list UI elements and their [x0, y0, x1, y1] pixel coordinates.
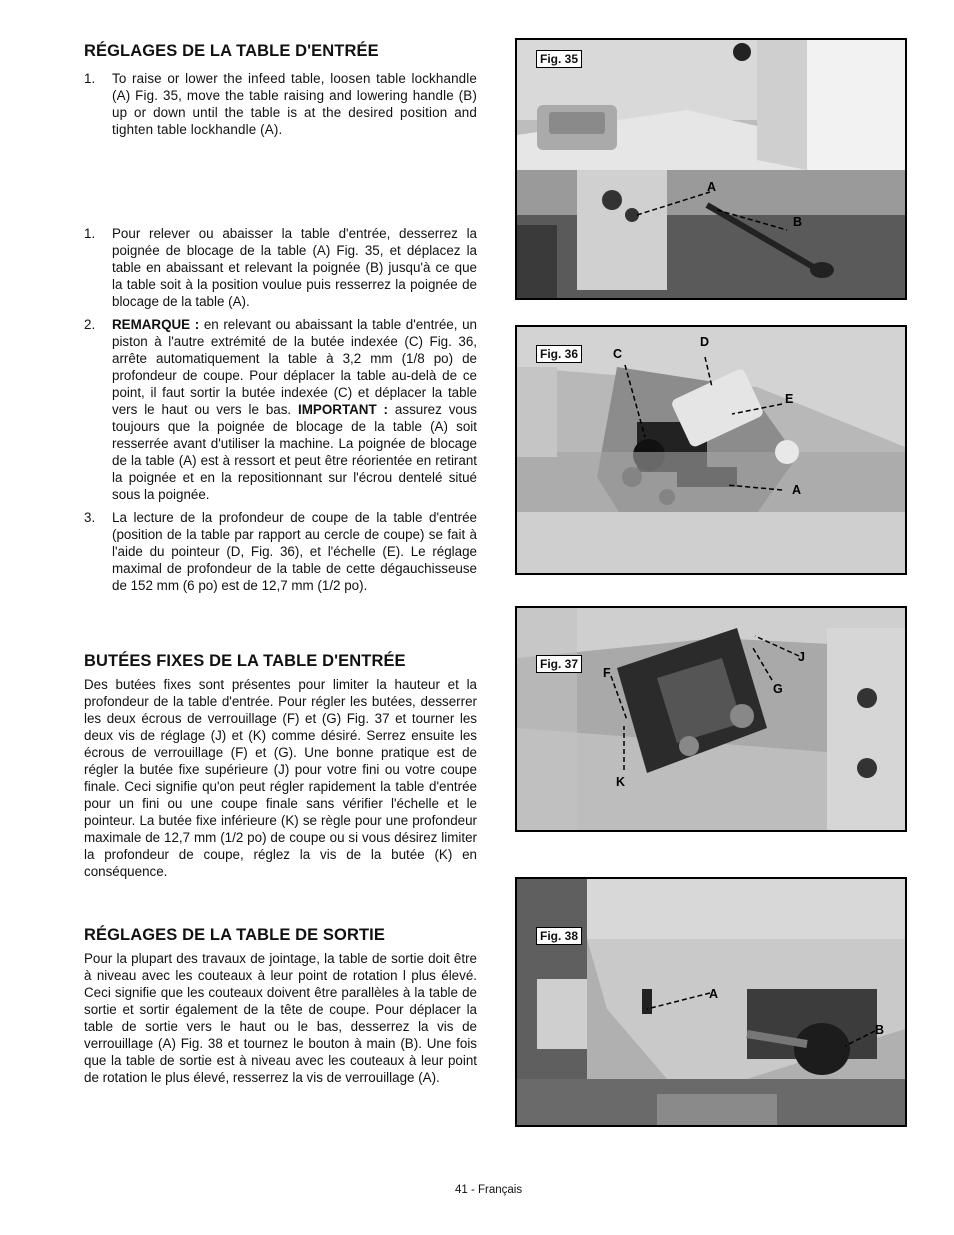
important-label: IMPORTANT : — [298, 402, 389, 417]
item-number: 2. — [84, 317, 96, 332]
label-d: D — [700, 335, 710, 349]
label-j: J — [798, 650, 805, 664]
item-text: To raise or lower the infeed table, loosen table lockhandle (A) Fig. 35, move the table raising and lowering handle (B) up or down until the table is at the desired position and tighten table lockhandle (A). — [112, 71, 477, 137]
english-paragraph — [84, 70, 477, 138]
item-number: 1. — [84, 71, 96, 86]
label-k: K — [616, 775, 626, 789]
section-title: BUTÉES FIXES DE LA TABLE D'ENTRÉE — [84, 652, 406, 670]
label-f: F — [603, 666, 611, 680]
fig37-photo — [517, 608, 905, 830]
section-fixed-stops — [84, 651, 477, 880]
section-outfeed-adjust — [84, 925, 477, 1086]
remark-label: REMARQUE : — [112, 317, 200, 332]
item-text: en relevant ou abaissant la table d'entrée, un piston à l'autre extrémité de la butée indexée (C) Fig. 36, arrête automatiquement la table à 3,2 mm (1/8 po) de profondeur de coupe. Pour déplacer la table au-delà de ce point, il faut sortir la butée indexée (C) et déplacer la table vers le haut ou vers le bas. — [112, 317, 477, 417]
fig36-photo — [517, 327, 905, 573]
fig38-photo — [517, 879, 905, 1125]
item-number: 3. — [84, 510, 96, 525]
list-item — [84, 316, 477, 503]
section-text: Pour la plupart des travaux de jointage, la table de sortie doit être à niveau avec les couteaux à leur point de rotation l plus élevé. Ceci signifie que les couteaux doivent être parallèles à la table de sortie et sortir également de la tête de coupe. Pour déplacer la table de sortie vers le haut ou le bas, desserrez la vis de verrouillage (A) Fig. 38 et tournez le bouton à main (B). Une fois que la table de sortie est à niveau avec les couteaux à leur point de rotation le plus élevé, resserrez la vis de verrouillage (A). — [84, 951, 477, 1085]
section-title: RÉGLAGES DE LA TABLE DE SORTIE — [84, 926, 385, 944]
label-e: E — [785, 392, 794, 406]
list-item — [84, 225, 477, 310]
figure-tag: Fig. 38 — [536, 927, 582, 945]
label-a: A — [707, 180, 717, 194]
figure-37 — [515, 606, 907, 832]
figure-tag: Fig. 35 — [536, 50, 582, 68]
figure-tag: Fig. 37 — [536, 655, 582, 673]
fig35-photo — [517, 40, 905, 298]
figure-36 — [515, 325, 907, 575]
label-g: G — [773, 682, 783, 696]
section-title: RÉGLAGES DE LA TABLE D'ENTRÉE — [84, 42, 379, 60]
page-footer: 41 - Français — [455, 1184, 523, 1196]
label-b: B — [875, 1023, 885, 1037]
label-c: C — [613, 347, 623, 361]
item-text: Pour relever ou abaisser la table d'entrée, desserrez la poignée de blocage de la table (A) Fig. 35, et déplacez la table en abaissant et relevant la poignée (B) jusqu'à ce que la table soit à la position voulue puis resserrez la poignée de blocage de la table (A). — [112, 226, 477, 309]
figure-35 — [515, 38, 907, 300]
figure-38 — [515, 877, 907, 1127]
figure-tag: Fig. 36 — [536, 345, 582, 363]
section-infeed-adjust — [84, 41, 477, 594]
section-text: Des butées fixes sont présentes pour limiter la hauteur et la profondeur de la table d'entrée. Pour régler les butées, desserrer les deux écrous de verrouillage (F) et (G) Fig. 37 et tourner les deux vis de réglage (J) et (K) comme désiré. Serrez ensuite les écrous de verrouillage (F) et (G). Une bonne pratique est de régler la butée fixe supérieure (J) pour votre fini ou votre coupe finale. Ceci signifie qu'on peut régler rapidement la table d'entrée pour un fini ou une coupe finale sans vérifier l'échelle et le pointeur. La butée fixe inférieure (K) se règle pour une profondeur maximale de 12,7 mm (1/2 po) de coupe ou si vous désirez limiter la profondeur de coupe, réglez la vis de la butée (K) en conséquence. — [84, 677, 477, 879]
label-b: B — [793, 215, 803, 229]
label-a: A — [709, 987, 719, 1001]
item-text: La lecture de la profondeur de coupe de la table d'entrée (position de la table par rapport au cercle de coupe) se fait à l'aide du pointeur (D, Fig. 36), et l'échelle (E). Le réglage maximal de profondeur de la table de cette dégauchisseuse de 152 mm (6 po) est de 12,7 mm (1/2 po). — [112, 510, 477, 593]
label-a: A — [792, 483, 802, 497]
item-number: 1. — [84, 226, 96, 241]
item-text: assurez vous toujours que la poignée de blocage de la table (A) soit resserrée avant d'utiliser la machine. La poignée de blocage de la table (A) est à ressort et peut être réorientée en retirant la poignée et en la repositionnant sur l'écrou dentelé situé sous la poignée. — [112, 402, 477, 502]
list-item — [84, 509, 477, 594]
